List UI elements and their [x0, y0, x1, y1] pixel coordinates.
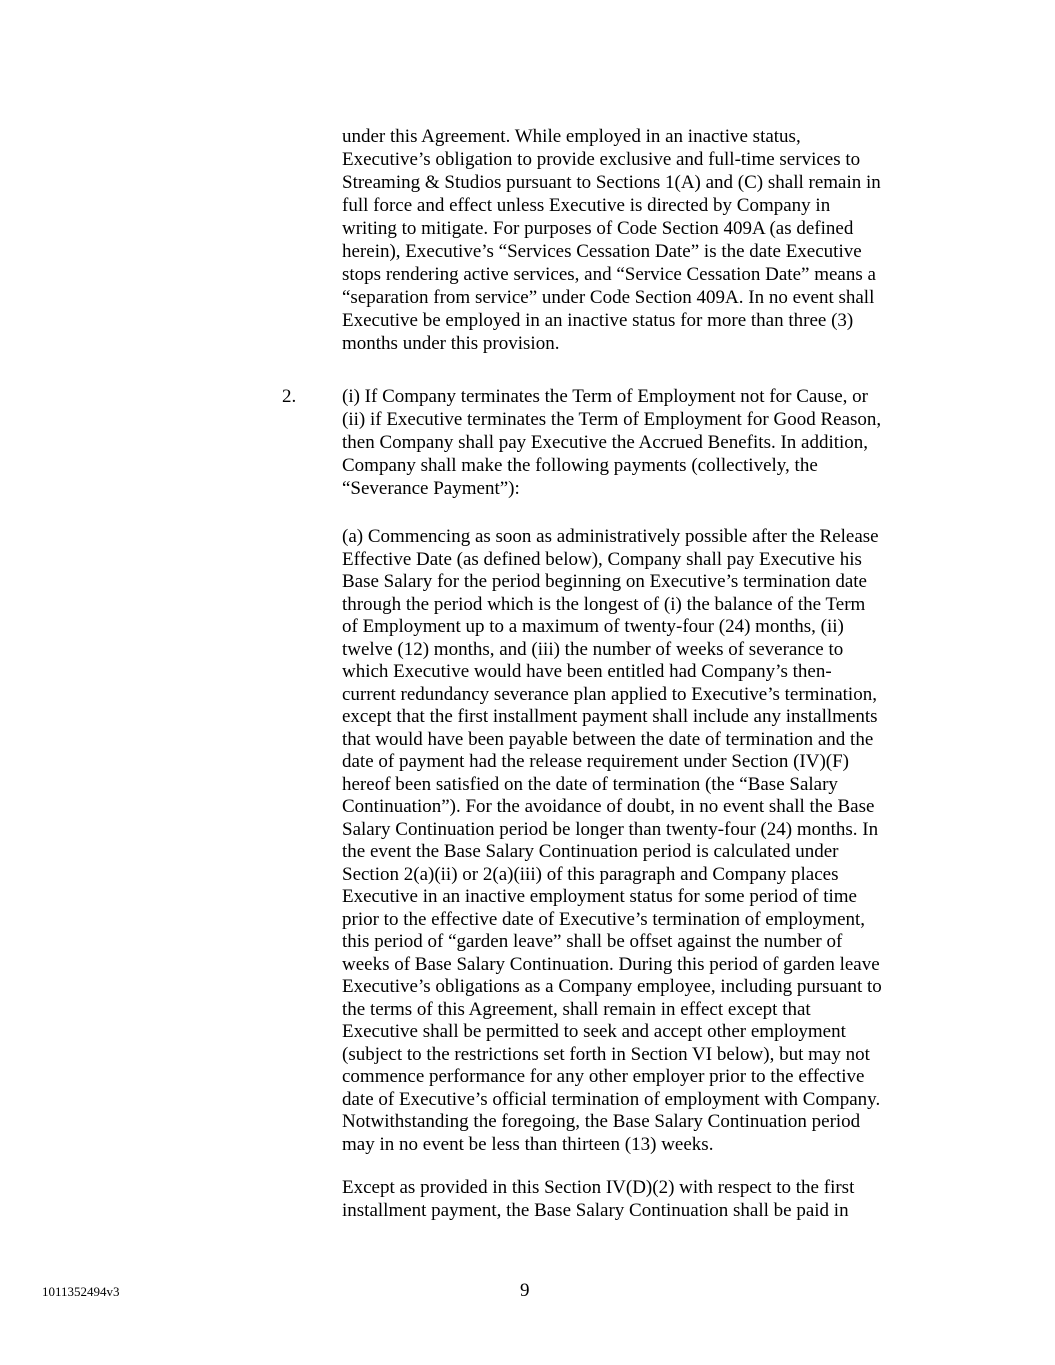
text-line: through the period which is the longest of (i) the balance of the Term [342, 593, 866, 615]
text-line: that would have been payable between the date of termination and the [342, 728, 874, 750]
text-line: Executive be employed in an inactive status for more than three (3) [342, 310, 854, 331]
text-line: Company shall make the following payments (collectively, the [342, 455, 818, 476]
text-line: (ii) if Executive terminates the Term of Employment for Good Reason, [342, 409, 882, 430]
text-line: (a) Commencing as soon as administratively possible after the Release [342, 526, 879, 547]
text-line: this period of “garden leave” shall be offset against the number of [342, 931, 843, 952]
text-line: Continuation”). For the avoidance of doubt, in no event shall the Base [342, 796, 875, 817]
text-line: weeks of Base Salary Continuation. During this period of garden leave [342, 953, 880, 975]
text-line: full force and effect unless Executive is directed by Company in [342, 195, 831, 216]
text-line: date of payment had the release requirement under Section (IV)(F) [342, 751, 849, 772]
text-line: Section 2(a)(ii) or 2(a)(iii) of this paragraph and Company places [342, 863, 839, 885]
text-line: the event the Base Salary Continuation period is calculated under [342, 841, 839, 862]
text-line: commence performance for any other employer prior to the effective [342, 1066, 865, 1087]
text-line: then Company shall pay Executive the Accrued Benefits. In addition, [342, 432, 869, 453]
text-line: Base Salary for the period beginning on Executive’s termination date [342, 571, 867, 592]
text-line: except that the first installment payment shall include any installments [342, 706, 878, 727]
text-line: the terms of this Agreement, shall remain in effect except that [342, 998, 811, 1020]
text-line: current redundancy severance plan applied to Executive’s termination, [342, 683, 877, 705]
text-line: Executive’s obligations as a Company employee, including pursuant to [342, 976, 882, 997]
document-id: 1011352494v3 [42, 1284, 120, 1299]
text-line: may in no event be less than thirteen (13) weeks. [342, 1133, 714, 1155]
text-line: Streaming & Studios pursuant to Sections 1(A) and (C) shall remain in [342, 172, 881, 193]
text-line: prior to the effective date of Executive’s termination of employment, [342, 908, 866, 930]
text-line: Executive shall be permitted to seek and accept other employment [342, 1021, 846, 1042]
text-line: Executive in an inactive employment status for some period of time [342, 886, 857, 907]
item-number: 2. [282, 386, 297, 407]
text-line: date of Executive’s official termination of employment with Company. [342, 1088, 881, 1110]
text-line: which Executive would have been entitled had Company’s then- [342, 661, 832, 682]
text-line: Except as provided in this Section IV(D)(2) with respect to the first [342, 1177, 855, 1198]
text-line: stops rendering active services, and “Service Cessation Date” means a [342, 264, 876, 285]
text-line: (i) If Company terminates the Term of Employment not for Cause, or [342, 386, 868, 407]
text-line: hereof been satisfied on the date of termination (the “Base Salary [342, 773, 838, 795]
text-line: months under this provision. [342, 333, 560, 354]
text-line: of Employment up to a maximum of twenty-four (24) months, (ii) [342, 616, 844, 637]
text-line: under this Agreement. While employed in an inactive status, [342, 126, 801, 147]
text-line: herein), Executive’s “Services Cessation Date” is the date Executive [342, 241, 862, 262]
text-line: “Severance Payment”): [342, 478, 520, 499]
page-number: 9 [520, 1280, 530, 1301]
text-line: (subject to the restrictions set forth in Section VI below), but may not [342, 1043, 870, 1065]
text-line: Notwithstanding the foregoing, the Base Salary Continuation period [342, 1111, 861, 1132]
text-line: twelve (12) months, and (iii) the number of weeks of severance to [342, 638, 844, 660]
text-line: “separation from service” under Code Section 409A. In no event shall [342, 287, 875, 308]
text-line: installment payment, the Base Salary Continuation shall be paid in [342, 1199, 849, 1221]
text-line: Effective Date (as defined below), Company shall pay Executive his [342, 548, 862, 570]
text-line: writing to mitigate. For purposes of Code Section 409A (as defined [342, 218, 854, 239]
text-line: Executive’s obligation to provide exclusive and full-time services to [342, 149, 861, 170]
text-line: Salary Continuation period be longer than twenty-four (24) months. In [342, 818, 879, 840]
